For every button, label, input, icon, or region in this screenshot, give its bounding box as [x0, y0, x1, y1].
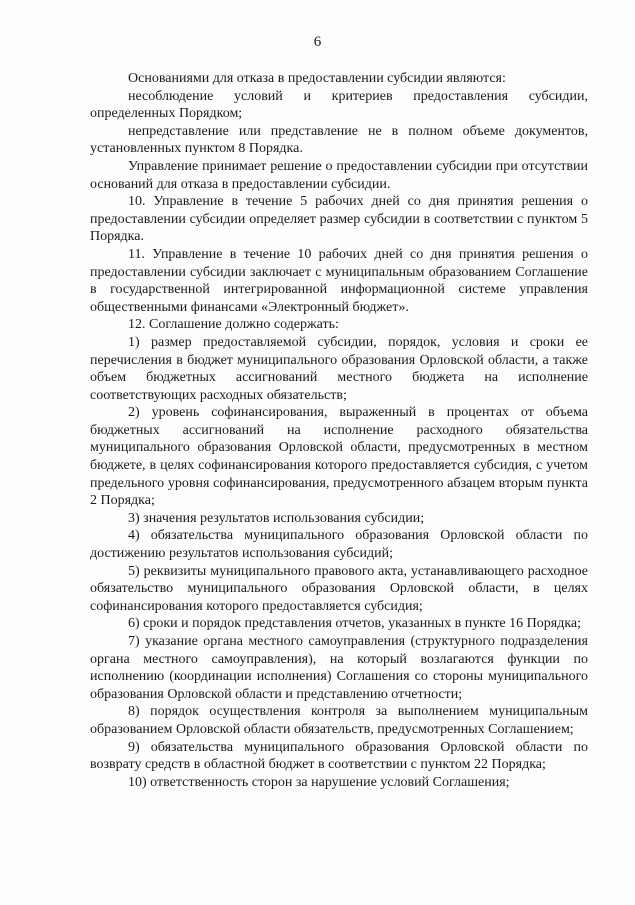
paragraph-subitem-10: 10) ответственность сторон за нарушение условий Соглашения;	[128, 774, 510, 790]
paragraph-noncompliance: несоблюдение условий и критериев предоставления субсидии, определенных Порядком;	[90, 88, 588, 122]
paragraph-item-10: 10. Управление в течение 5 рабочих дней со дня принятия решения о предоставлении субсидии определяет размер субсидии в соответствии с пунктом 5 Порядка.	[90, 194, 588, 245]
paragraph-subitem-5: 5) реквизиты муниципального правового акта, устанавливающего расходное обязательство муниципального образования Орловской области, в целях софинансирования которого предоставляется субсидия;	[90, 563, 588, 614]
paragraph-decision: Управление принимает решение о предоставлении субсидии при отсутствии оснований для отказа в предоставлении субсидии.	[90, 158, 588, 192]
paragraph-incomplete-documents: непредставление или представление не в полном объеме документов, установленных пунктом 8 Порядка.	[90, 123, 588, 157]
paragraph-item-12: 12. Соглашение должно содержать:	[128, 317, 339, 333]
paragraph-refusal-grounds: Основаниями для отказа в предоставлении субсидии являются:	[128, 71, 506, 86]
document-body	[90, 70, 588, 791]
paragraph-subitem-8: 8) порядок осуществления контроля за выполнением муниципальным образованием Орловской области обязательств, предусмотренных Соглашением;	[90, 704, 588, 737]
paragraph-subitem-1: 1) размер предоставляемой субсидии, порядок, условия и сроки ее перечисления в бюджет муниципального образования Орловской области, а также объем бюджетных ассигнований местного бюджета на исполнение соответствующих расходных обязательств;	[90, 334, 588, 403]
paragraph-subitem-6: 6) сроки и порядок представления отчетов, указанных в пункте 16 Порядка;	[128, 616, 582, 632]
paragraph-subitem-9: 9) обязательства муниципального образования Орловской области по возврату средств в областной бюджет в соответствии с пунктом 22 Порядка;	[90, 739, 588, 773]
paragraph-subitem-2: 2) уровень софинансирования, выраженный в процентах от объема бюджетных ассигнований на исполнение расходного обязательства муниципального образования Орловской области, предусмотренных в местном бюджете, в целях софинансирования которого предоставляется субсидия, с учетом предельного уровня софинансирования, предусмотренного абзацем вторым пункта 2 Порядка;	[90, 405, 588, 509]
paragraph-item-11: 11. Управление в течение 10 рабочих дней со дня принятия решения о предоставлении субсидии заключает с муниципальным образованием Соглашение в государственной интегрированной информационной системе управления общественными финансами «Электронный бюджет».	[90, 246, 588, 315]
paragraph-subitem-4: 4) обязательства муниципального образования Орловской области по достижению результатов использования субсидий;	[90, 528, 588, 562]
paragraph-subitem-7: 7) указание органа местного самоуправления (структурного подразделения органа местного самоуправления), на который возлагаются функции по исполнению (координации исполнения) Соглашения со стороны муниципального образования Орловской области и представлению отчетности;	[90, 634, 588, 702]
page-number: 6	[313, 34, 322, 50]
paragraph-subitem-3: 3) значения результатов использования субсидии;	[128, 510, 425, 526]
